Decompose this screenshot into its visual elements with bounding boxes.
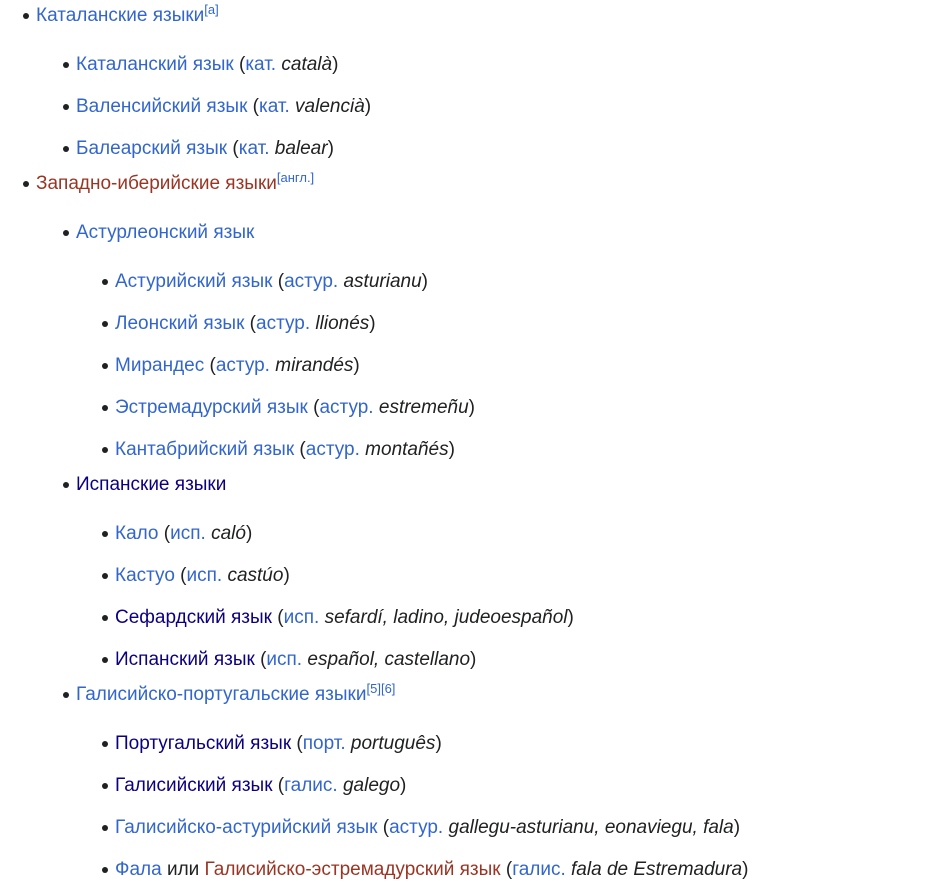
footnote-link[interactable]: [6]: [380, 681, 396, 696]
language-link[interactable]: Астурийский язык: [115, 271, 273, 292]
text-segment: (: [377, 817, 390, 838]
bullet-icon: [102, 531, 108, 537]
language-link[interactable]: Каталанский язык: [76, 54, 234, 75]
language-link[interactable]: галис.: [284, 775, 338, 796]
language-link[interactable]: исп.: [186, 565, 223, 586]
bullet-icon: [102, 363, 108, 369]
language-link[interactable]: исп.: [283, 607, 320, 628]
text-segment: ): [470, 649, 477, 670]
text-segment: català: [276, 54, 333, 75]
text-segment: español, castellano: [302, 649, 471, 670]
text-segment: (: [204, 355, 216, 376]
list-item: [0, 387, 940, 429]
list-item: [0, 464, 940, 506]
bullet-icon: [102, 825, 108, 831]
bullet-icon: [102, 405, 108, 411]
language-link[interactable]: Леонский язык: [115, 313, 245, 334]
text-segment: (: [233, 54, 246, 75]
text-segment: ): [283, 565, 290, 586]
language-link[interactable]: Испанский язык: [115, 649, 255, 670]
language-link[interactable]: астур.: [319, 397, 374, 418]
bullet-icon: [102, 447, 108, 453]
language-link[interactable]: Астурлеонский язык: [76, 222, 255, 243]
text-segment: ): [327, 138, 334, 159]
list-item: [0, 513, 940, 555]
bullet-icon: [102, 279, 108, 285]
bullet-icon: [63, 62, 69, 68]
bullet-icon: [102, 657, 108, 663]
language-link[interactable]: Балеарский язык: [76, 138, 228, 159]
bullet-icon: [63, 692, 69, 698]
text-segment: (: [272, 775, 285, 796]
language-link[interactable]: галис.: [512, 859, 566, 880]
language-link[interactable]: Валенсийский язык: [76, 96, 248, 117]
interwiki-red-link[interactable]: Западно-иберийские языки: [36, 173, 277, 194]
list-item: [0, 86, 940, 128]
language-link[interactable]: кат.: [238, 138, 270, 159]
text-segment: ): [400, 775, 407, 796]
language-link[interactable]: Фала: [115, 859, 162, 880]
language-link[interactable]: Эстремадурский язык: [115, 397, 308, 418]
text-segment: (: [294, 439, 306, 460]
language-link[interactable]: порт.: [302, 733, 346, 754]
list-item: [0, 163, 940, 205]
text-segment: ): [421, 271, 428, 292]
language-link[interactable]: кат.: [245, 54, 277, 75]
language-link[interactable]: Испанские языки: [76, 474, 227, 495]
text-segment: (: [174, 565, 187, 586]
language-link[interactable]: Галисийский язык: [115, 775, 273, 796]
text-segment: (: [500, 859, 513, 880]
language-link[interactable]: астур.: [215, 355, 270, 376]
list-item: [0, 849, 940, 891]
text-segment: ): [733, 817, 741, 838]
text-segment: (: [272, 607, 284, 628]
list-item: [0, 261, 940, 303]
text-segment: balear: [269, 138, 328, 159]
text-segment: fala de Estremadura: [565, 859, 743, 880]
text-segment: (: [291, 733, 303, 754]
language-link[interactable]: Мирандес: [115, 355, 205, 376]
bullet-icon: [23, 181, 29, 187]
footnote-link[interactable]: [англ.]: [276, 170, 315, 185]
bullet-icon: [63, 146, 69, 152]
text-segment: gallegu-asturianu, eonaviegu, fala: [443, 817, 734, 838]
language-link[interactable]: исп.: [266, 649, 303, 670]
list-item: [0, 0, 940, 37]
language-link[interactable]: Португальский язык: [115, 733, 292, 754]
text-segment: или: [161, 859, 205, 880]
text-segment: (: [254, 649, 267, 670]
interwiki-red-link[interactable]: Галисийско-эстремадурский язык: [204, 859, 501, 880]
bullet-icon: [102, 615, 108, 621]
language-link[interactable]: Сефардский язык: [115, 607, 272, 628]
text-segment: (: [272, 271, 285, 292]
text-segment: asturianu: [338, 271, 422, 292]
text-segment: estremeñu: [373, 397, 469, 418]
language-link[interactable]: астур.: [256, 313, 311, 334]
bullet-icon: [63, 104, 69, 110]
language-link[interactable]: Кастуо: [115, 565, 175, 586]
text-segment: ): [353, 355, 360, 376]
language-link[interactable]: Каталанские языки: [36, 5, 205, 26]
bullet-icon: [102, 867, 108, 873]
list-item: [0, 303, 940, 345]
list-item: [0, 212, 940, 254]
text-segment: português: [345, 733, 436, 754]
bullet-icon: [102, 573, 108, 579]
language-link[interactable]: астур.: [305, 439, 360, 460]
language-link[interactable]: астур.: [389, 817, 444, 838]
footnote-link[interactable]: [5]: [366, 681, 381, 696]
text-segment: caló: [205, 523, 246, 544]
text-segment: (: [247, 96, 260, 117]
list-item: [0, 765, 940, 807]
text-segment: castúo: [222, 565, 284, 586]
text-segment: ): [369, 313, 376, 334]
text-segment: ): [332, 54, 339, 75]
list-item: [0, 807, 940, 849]
text-segment: (: [227, 138, 239, 159]
list-item: [0, 555, 940, 597]
footnote-link[interactable]: [a]: [204, 2, 219, 17]
language-link[interactable]: Галисийско-астурийский язык: [115, 817, 378, 838]
text-segment: ): [364, 96, 372, 117]
text-segment: (: [307, 397, 320, 418]
text-segment: (: [158, 523, 171, 544]
text-segment: ): [435, 733, 442, 754]
text-segment: ): [245, 523, 253, 544]
language-link[interactable]: исп.: [170, 523, 206, 544]
text-segment: llionés: [310, 313, 370, 334]
text-segment: ): [742, 859, 749, 880]
language-link[interactable]: астур.: [284, 271, 339, 292]
bullet-icon: [102, 321, 108, 327]
list-item: [0, 723, 940, 765]
text-segment: ): [448, 439, 455, 460]
text-segment: montañés: [359, 439, 449, 460]
list-item: [0, 44, 940, 86]
text-segment: sefardí, ladino, judeoespañol: [319, 607, 568, 628]
bullet-icon: [102, 783, 108, 789]
list-item: [0, 597, 940, 639]
list-item: [0, 345, 940, 387]
bullet-icon: [63, 230, 69, 236]
bullet-icon: [63, 482, 69, 488]
text-segment: ): [468, 397, 475, 418]
list-item: [0, 674, 940, 716]
bullet-icon: [102, 741, 108, 747]
language-link[interactable]: Галисийско-португальские языки: [76, 684, 367, 705]
text-segment: (: [244, 313, 256, 334]
bullet-icon: [23, 13, 29, 19]
text-segment: ): [567, 607, 574, 628]
text-segment: valencià: [289, 96, 365, 117]
language-link[interactable]: кат.: [259, 96, 290, 117]
language-link[interactable]: Кантабрийский язык: [115, 439, 295, 460]
language-link[interactable]: Кало: [115, 523, 159, 544]
text-segment: mirandés: [269, 355, 354, 376]
text-segment: galego: [337, 775, 401, 796]
